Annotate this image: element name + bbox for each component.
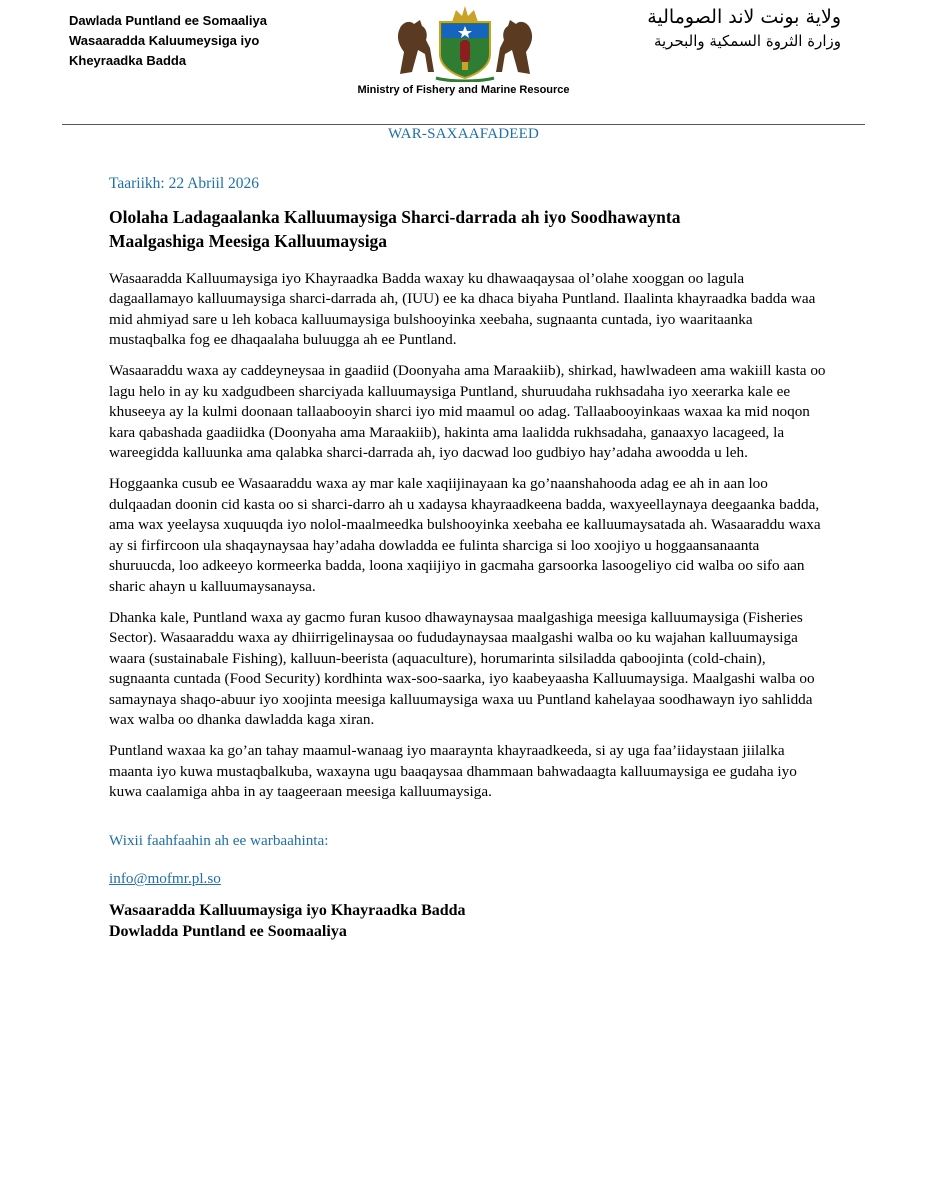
header-government-name: Dawlada Puntland ee Somaaliya — [69, 13, 267, 28]
document-title-line1: Ololaha Ladagaalanka Kalluumaysiga Sharci-darrada ah iyo Soodhawaynta — [109, 206, 681, 227]
document-title-line2: Maalgashiga Meesiga Kalluumaysiga — [109, 230, 388, 251]
header-right-arabic-block — [647, 4, 841, 52]
ministry-english-name: Ministry of Fishery and Marine Resource — [357, 84, 570, 96]
body-paragraph: Puntland waxaa ka go’an tahay maamul-wanaag iyo maaraynta khayraadkeeda, si ay uga faa’iidaystaan jiilalka maanta iyo kuwa mustaqbalkuba, waxayna ugu baaqaysaa dhammaan bahwadaagta kalluumaysiga ee gudaha iyo kuwa caalamiga ahba in ay taageeraan meesiga kalluumaysiga. — [109, 742, 797, 801]
contact-email-link[interactable]: info@mofmr.pl.so — [109, 870, 221, 888]
body-paragraph: Dhanka kale, Puntland waxa ay gacmo furan kusoo dhawaynaysaa maalgashiga meesiga kalluumaysiga (Fisheries Sector). Wasaaraddu waxa ay dhiirrigelinaysaa oo fududaynaysaa maalgashi walba oo ku wajahan kalluumaysiga waara (sustainabale Fishing), kalluun-beerista (aquaculture), horumarinta silsiladda qaboojinta (cold-chain), sugnaanta cuntada (Food Security) kordhinta wax-soo-saarka, iyo kaabeyaasha Kalluumaysiga. Maalgashi walba oo samaynaya shaqo-abuur iyo xoojinta meesiga kalluumaysiga waxa uu Puntland kahelayaa soodhawayn iyo sahlidda wax walba oo dhanka dawladda kaga xiran. — [109, 608, 815, 729]
signature-ministry: Wasaaradda Kalluumaysiga iyo Khayraadka Badda — [109, 902, 466, 920]
signature-government: Dowladda Puntland ee Soomaaliya — [109, 923, 347, 941]
header-ministry-name-line2: Kheyraadka Badda — [69, 53, 187, 68]
body-paragraph: Wasaaradda Kalluumaysiga iyo Khayraadka Badda waxay ku dhawaaqaysaa ol’olahe xooggan oo lagula dagaallamayo kalluumaysiga sharci-darrada ah, (IUU) ee ka dhaca biyaha Puntland. Ilaalinta khayraadka badda waa mid ahmiyad sare u leh kobaca kalluumaysiga bulshooyinka xeebaha, sugnaanta cuntada, iyo waaritaanka mustaqbalka fog ee dhaqaalaha buluugga ah ee Puntland. — [109, 269, 816, 349]
header-divider — [62, 124, 865, 125]
media-contact-label: Wixii faahfaahin ah ee warbaahinta: — [109, 831, 329, 849]
puntland-coat-of-arms-icon — [370, 2, 560, 82]
document-date: Taariikh: 22 Abriil 2026 — [109, 175, 260, 192]
document-body — [109, 174, 829, 942]
header-arabic-government-name: ولاية بونت لاند الصومالية — [647, 6, 841, 28]
body-paragraph: Hoggaanka cusub ee Wasaaraddu waxa ay mar kale xaqiijinayaan ka go’naanshahooda adag ee ah in aan loo dulqaadan doonin cid kasta oo si sharci-darro ah u xadaysa khayraadkeena badda, waxyeellaynaya deegaanka badda, ama wax yeelaysa xuquuqda iyo nolol-maalmeedka bulshooyinka xeebaha ee kalluumaysatada ah. Wasaaraddu waxa ay si firfircoon ula shaqaynaysaa hay’adaha dowladda ee fulinta sharciga si loo xoojiyo u hoggaansanaanta shuruucda, loo adkeeyo kormeerka badda, loona xaqiijiyo in gacmaha garsoorka lasoogeliyo cid walba oo sifo aan sharic ahayn u kalluumaysanaysa. — [109, 474, 821, 595]
header-ministry-name-line1: Wasaaradda Kaluumeysiga iyo — [69, 33, 260, 48]
press-release-label: WAR-SAXAAFADEED — [387, 126, 540, 142]
document-title — [109, 205, 829, 253]
body-paragraph: Wasaaraddu waxa ay caddeyneysaa in gaadiid (Doonyaha ama Maraakiib), shirkad, hawlwadeen ama wakiill kasta oo lagu helo in ay ku xadgudbeen sharciyada kalluumaysiga Puntland, shuruudaha rukhsadaha iyo xeerarka kale ee khuseeya ay la kulmi doonaan tallaabooyin sharci iyo mid maamul oo adag. Tallaabooyinkaas waxaa ka mid noqon kara qabashada gaadiidka (Doonyaha ama Maraakiib), hakinta ama laalidda rukhsadaha, ganaaxyo lacageed, la wareegidda kalluunka ama qalabka sharci-darrada ah, iyo dacwad loo gudbiyo hay’adaha awoodda u leh. — [109, 361, 826, 462]
header-left-block — [69, 11, 267, 71]
header-arabic-ministry-name: وزارة الثروة السمكية والبحرية — [653, 32, 841, 50]
